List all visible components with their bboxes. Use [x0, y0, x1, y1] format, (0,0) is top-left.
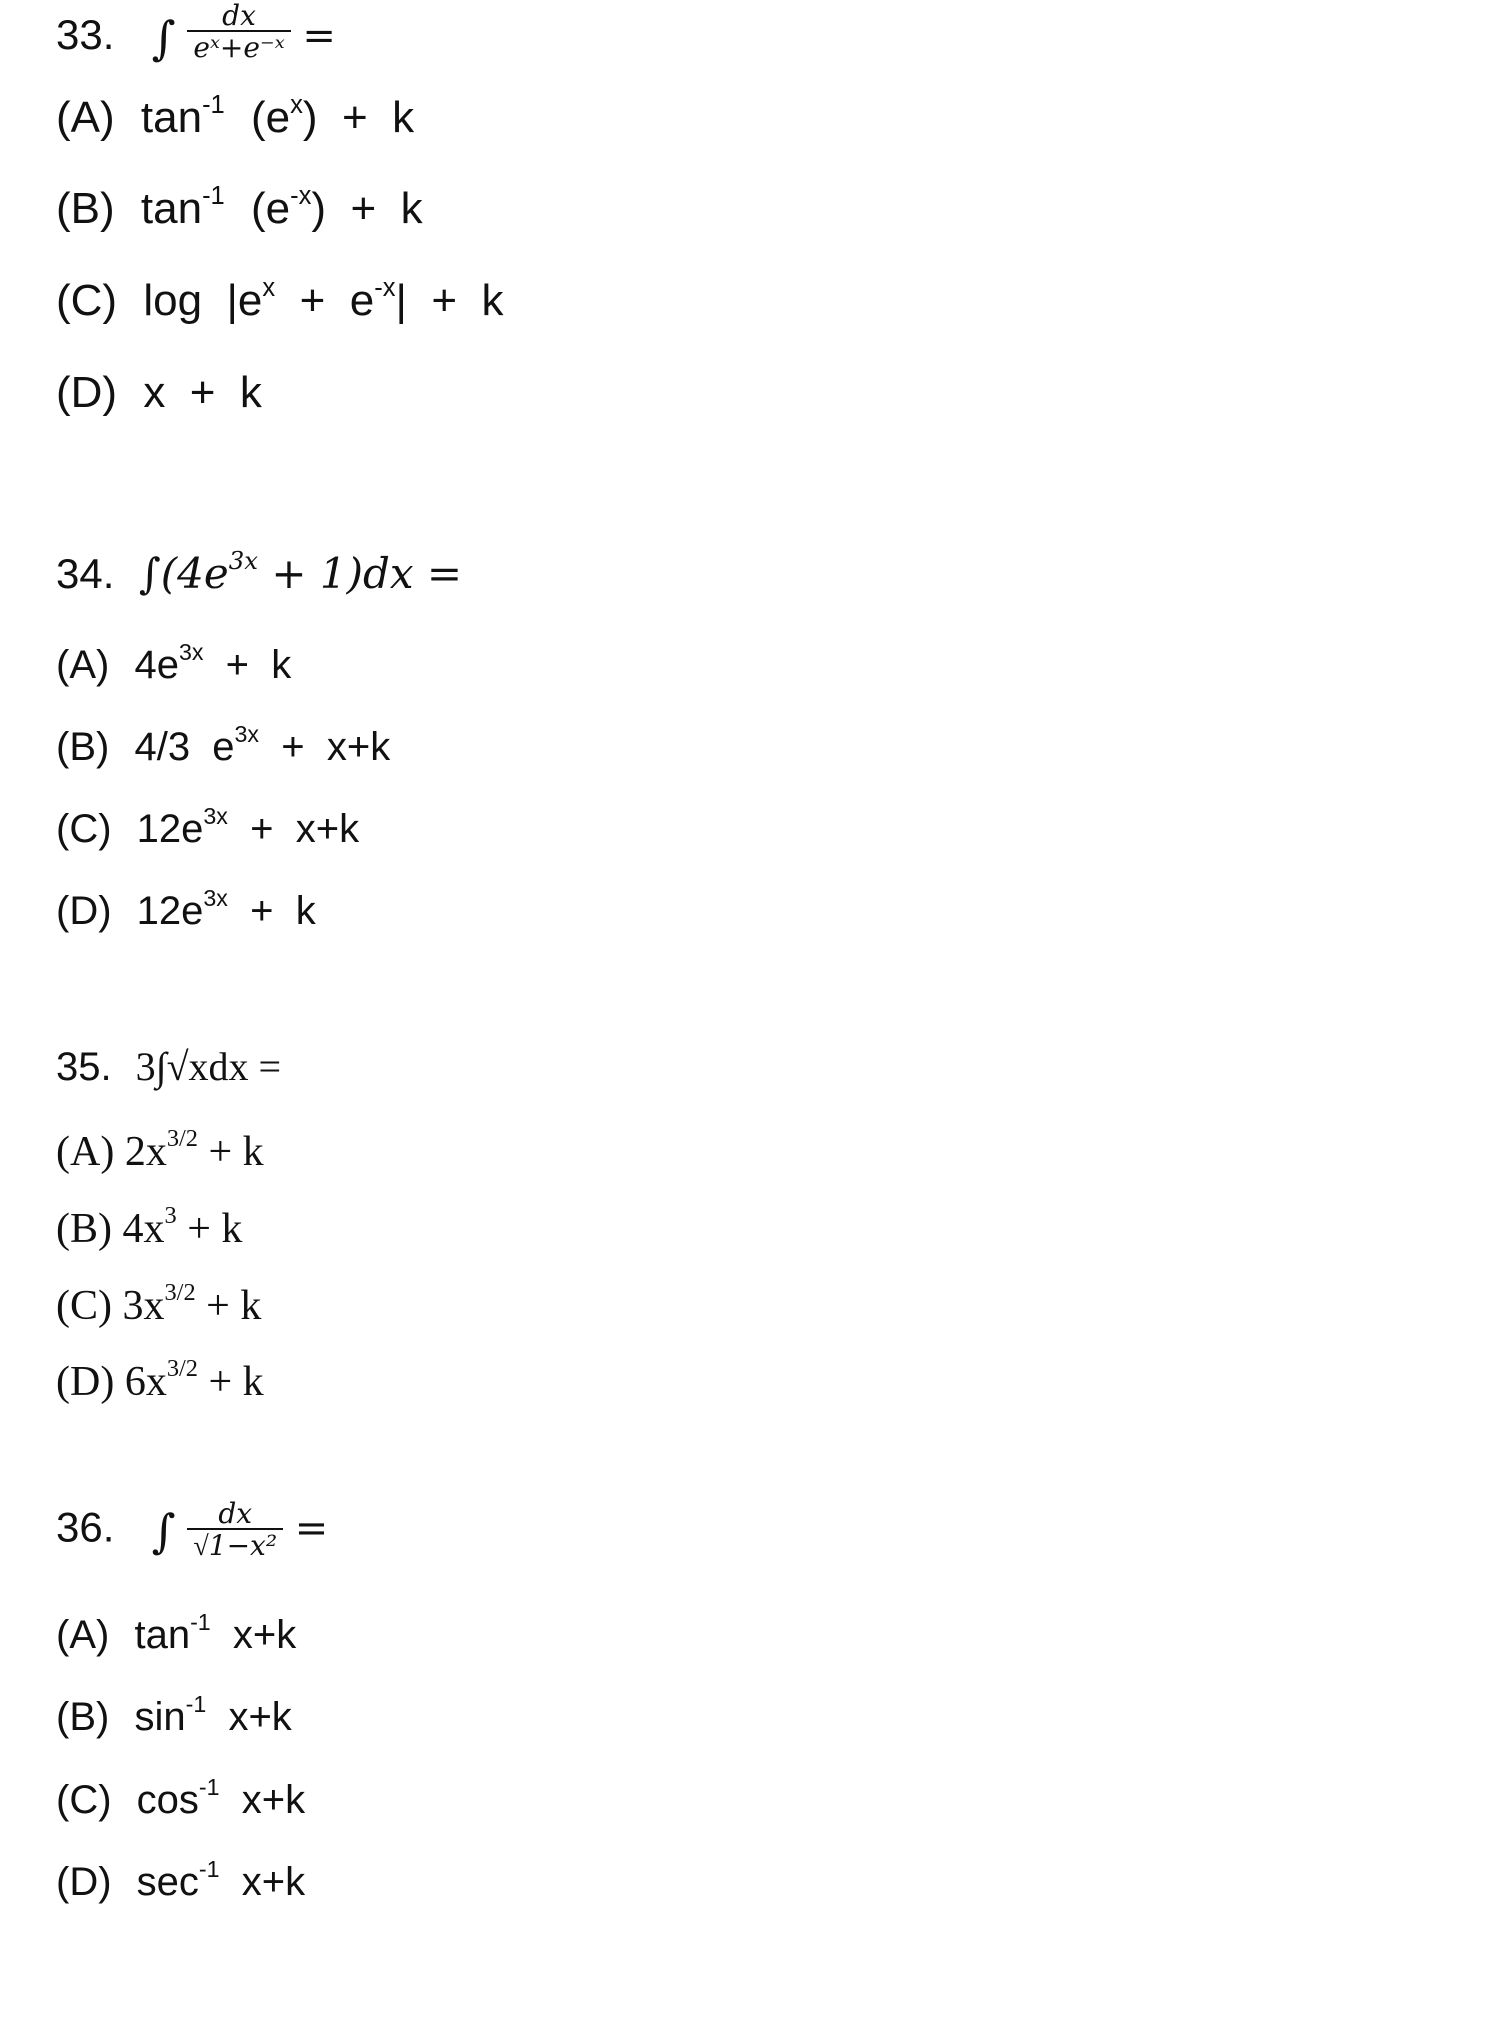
option-36-d[interactable] — [56, 1856, 306, 1904]
option-tail: + x+k — [227, 807, 360, 851]
option-label: (A) — [56, 1613, 110, 1657]
option-text: sin — [134, 1695, 186, 1739]
option-text: 2x — [124, 1129, 167, 1175]
integral-sign: ∫ — [151, 1503, 176, 1558]
option-label: (D) — [56, 889, 112, 933]
fraction-denominator — [187, 1528, 283, 1561]
option-tail: ) + k — [311, 184, 423, 233]
integral-sign: ∫ — [151, 11, 176, 65]
question-36-stem — [56, 1497, 329, 1562]
question-35-stem — [56, 1044, 282, 1089]
fraction — [187, 1497, 283, 1562]
option-tail: x+k — [210, 1613, 297, 1657]
question-number: 35. — [56, 1045, 112, 1089]
option-36-c[interactable] — [56, 1774, 306, 1822]
option-text: log |e — [143, 276, 263, 325]
option-label: (A) — [56, 1129, 115, 1175]
option-34-d[interactable] — [56, 885, 316, 933]
option-sup: -1 — [190, 1609, 211, 1636]
option-text: cos — [136, 1778, 199, 1822]
option-sup: -1 — [202, 181, 225, 210]
sqrt-sign: √ — [166, 1044, 189, 1089]
option-tail: x+k — [219, 1778, 306, 1822]
option-label: (C) — [56, 1778, 112, 1822]
question-number: 33. — [56, 11, 115, 59]
option-35-b[interactable] — [56, 1202, 243, 1252]
option-sup: 3x — [178, 639, 204, 666]
option-label: (D) — [56, 1359, 115, 1405]
option-33-b[interactable] — [56, 181, 423, 233]
fraction-numerator: dx — [218, 1497, 253, 1530]
option-rest-sup: -x — [374, 273, 396, 302]
option-text: 3x — [122, 1283, 165, 1329]
question-number: 34. — [56, 550, 115, 597]
option-text: tan — [134, 1613, 191, 1657]
fraction-denominator: eˣ+e⁻ˣ — [187, 30, 290, 62]
expression-tail: dx = — [208, 1044, 282, 1089]
option-label: (C) — [56, 1283, 112, 1329]
fraction-radicand: 1−x² — [208, 1529, 278, 1562]
option-tail: + k — [206, 1283, 262, 1329]
option-sup: 3/2 — [166, 1355, 198, 1383]
option-label: (D) — [56, 1860, 112, 1904]
option-tail: + x+k — [259, 725, 391, 769]
option-sup: -1 — [198, 1774, 220, 1801]
option-text: tan — [140, 184, 203, 233]
question-number: 36. — [56, 1503, 115, 1551]
option-label: (B) — [56, 725, 110, 769]
option-34-c[interactable] — [56, 803, 360, 851]
option-33-c[interactable] — [56, 273, 504, 325]
option-tail: x+k — [219, 1860, 306, 1904]
option-tail: ) + k — [302, 93, 415, 142]
option-rest-sup: x — [290, 90, 303, 119]
option-sup: 3 — [164, 1202, 177, 1230]
option-sup: 3/2 — [166, 1125, 198, 1153]
option-text: tan — [140, 93, 203, 142]
option-label: (A) — [56, 643, 110, 687]
option-35-d[interactable] — [56, 1355, 264, 1405]
option-sup: 3/2 — [164, 1279, 196, 1307]
option-text: x + k — [143, 368, 262, 417]
option-36-b[interactable] — [56, 1691, 292, 1739]
option-sup: -1 — [198, 1856, 220, 1883]
equals-sign: = — [294, 1505, 329, 1552]
option-sup: 3x — [203, 803, 228, 830]
option-tail: + k — [227, 889, 316, 933]
option-text: sec — [136, 1860, 199, 1904]
option-sup: x — [262, 273, 276, 302]
option-text: 12e — [136, 889, 204, 933]
option-35-a[interactable] — [56, 1125, 264, 1175]
expression-tail: + 1)dx = — [258, 549, 463, 598]
option-36-a[interactable] — [56, 1609, 297, 1657]
option-label: (B) — [56, 1206, 112, 1252]
option-text: 12e — [136, 807, 204, 851]
option-sup: 3x — [203, 885, 228, 912]
option-tail: + k — [208, 1129, 264, 1175]
option-rest: (e — [250, 184, 291, 233]
option-tail: + k — [208, 1359, 264, 1405]
expression-radicand: x — [188, 1044, 209, 1089]
question-34-stem — [56, 546, 463, 598]
option-sup: -1 — [202, 90, 225, 119]
expression-pre: 3∫ — [135, 1044, 167, 1089]
option-33-a[interactable] — [56, 90, 415, 142]
option-tail: x+k — [206, 1695, 292, 1739]
option-label: (A) — [56, 93, 115, 142]
option-34-b[interactable] — [56, 721, 391, 769]
option-text: 6x — [124, 1359, 167, 1405]
option-tail: + k — [187, 1206, 243, 1252]
option-rest: + e — [275, 276, 375, 325]
option-sup: 3x — [234, 721, 260, 748]
option-label: (D) — [56, 368, 118, 417]
option-35-c[interactable] — [56, 1279, 262, 1329]
question-33-stem — [56, 0, 336, 68]
fraction-numerator: dx — [222, 0, 256, 32]
option-label: (B) — [56, 184, 115, 233]
option-text: 4x — [122, 1206, 165, 1252]
fraction — [187, 2, 290, 62]
option-label: (C) — [56, 276, 118, 325]
option-text: 4/3 e — [134, 725, 235, 769]
option-33-d[interactable] — [56, 368, 262, 417]
option-rest: (e — [250, 93, 291, 142]
option-label: (C) — [56, 807, 112, 851]
expression: ∫(4e — [138, 549, 229, 598]
option-label: (B) — [56, 1695, 110, 1739]
sqrt-sign: √ — [193, 1531, 209, 1562]
option-tail: + k — [203, 643, 292, 687]
expression-sup: 3x — [228, 546, 258, 576]
option-text: 4e — [134, 643, 179, 687]
option-sup: -1 — [185, 1691, 207, 1718]
option-rest-sup: -x — [290, 181, 312, 210]
option-34-a[interactable] — [56, 639, 292, 687]
equals-sign: = — [302, 13, 336, 60]
option-tail: | + k — [395, 276, 504, 325]
